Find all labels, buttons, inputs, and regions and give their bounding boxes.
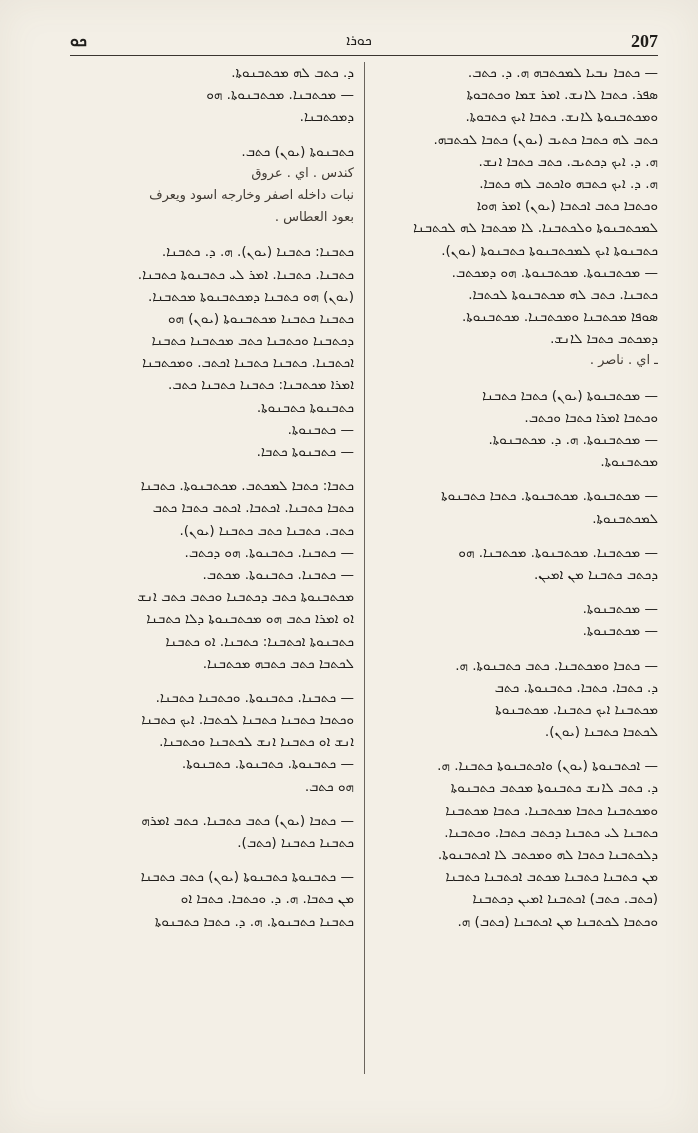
entry-line: ܣܦܪ. ܟܬܒܐ ܠܐܢܫ. ܐܡܪ ܫܡܐ ܘܟܬܒܘܬܐ [466,87,658,104]
entry-line: ܡܟܬܒܢܐ ܐܝܟ ܟܬܒܢܐ. ܡܟܬܒܢܘܬܐ [495,701,658,718]
entry-line: ܐܢܫ ܐܘ ܟܬܒܢܐ ܐܢܫ ܠܟܬܒܢܐ ܘܟܬܒܢܐ. [159,734,354,751]
entry-line: ܟܬܒܢܘܬܐ ܐܝܟ ܠܡܟܬܒܢܘܬܐ ܟܬܒܢܘܬܐ (ܝܘܢ). [441,242,658,259]
entry-line: ܟܬܒܢܘܬܐ (ܝܘܢ) ܟܬܒ. [241,143,354,160]
entry-line: (ܟܬܒ. ܟܬܒ) ܐܟܬܒܢܐ ܐܡܝܢ ܕܟܬܒܢܐ [472,891,658,908]
entry-line: ܐܘ ܐܡܪܐ ܟܬܒ ܗܘ ܡܟܬܒܢܘܬܐ ܕܠܐ ܟܬܒܢܐ [146,611,354,628]
dictionary-entry [68,810,354,854]
entry-line: ܟܬܒܢܐ. ܟܬܒ ܠܗ ܡܟܬܒܢܘܬܐ ܠܟܬܒܐ. [468,286,658,303]
entry-line: — ܟܬܒܢܐ. ܟܬܒܢܘܬܐ. ܗܘ ܕܟܬܒ. [184,544,354,561]
entry-line: ܕ. ܟܬܒ ܠܐܢܫ ܟܬܒܢܘܬܐ ܡܟܬܒ ܟܬܒܢܘܬܐ [450,780,658,797]
entry-line: ܘܡܟܬܒܢܘܬܐ ܠܐܢܫ. ܟܬܒܐ ܐܝܟ ܟܬܒܘܬܐ. [465,109,658,126]
dictionary-entry [68,687,354,798]
dictionary-entry [68,866,354,933]
section-letter: ܟܘ [70,31,87,50]
arabic-gloss-line: نبات داخله اصفر وخارجه اسود ويعرف [149,187,354,203]
entry-line: — ܡܟܬܒܢܘܬܐ. ܗ. ܕ. ܡܟܬܒܢܘܬܐ. [488,432,658,448]
dictionary-entry [376,62,658,373]
entry-line: ܟܬܒܐ: ܟܬܒܐ ܠܡܟܬܒ. ܡܟܬܒܢܘܬܐ. ܟܬܒܢܐ [140,478,354,495]
header-rule [70,55,658,56]
entry-line: ܡܢ ܟܬܒܢܐ ܟܬܒܢܐ ܡܟܬܒ ܐܟܬܒܢܐ ܟܬܒܢܐ [445,869,658,886]
entry-line: ܗ. ܕ. ܐܝܟ ܕܟܬܝܒ. ܟܬܒ ܟܬܒܐ ܐܢܫ. [478,153,658,170]
dictionary-entry [376,598,658,642]
entry-line: ܘܟܬܒܐ ܐܡܪܐ ܟܬܒܐ ܘܟܬܒ. [524,409,658,426]
entry-line: — ܟܬܒܢܘܬܐ. ܟܬܒܢܘܬܐ. ܟܬܒܢܘܬܐ. [181,756,354,773]
entry-line: ܕܡܟܬܒ ܟܬܒܐ ܠܐܢܫ. [550,331,658,348]
entry-line: — ܡܟܬܒܢܐ. ܡܟܬܒܢܘܬܐ. ܡܟܬܒܢܐ. ܗܘ [458,544,658,561]
entry-line: — ܡܟܬܒܢܘܬܐ. ܡܟܬܒܢܘܬܐ. ܟܬܒܐ ܟܬܒܢܘܬܐ [441,488,658,505]
dictionary-entry [68,141,354,230]
entry-line: ܟܬܒܢܘܬܐ ܟܬܒܢܘܬܐ. [256,399,354,416]
entry-line: ܟܬܒܢܐ. ܟܬܒܢܐ. ܐܡܪ ܠܝ ܟܬܒܢܘܬܐ ܟܬܒܢܐ. [137,266,354,283]
entry-line: ܡܟܬܒܢܘܬܐ. [600,454,658,471]
entry-line: ܡܟܬܒܢܘܬܐ ܟܬܒ ܕܟܬܒܢܐ ܘܟܬܒ ܟܬܒ ܐܢܫ [137,589,354,606]
entry-line: ܟܬܒܢܐ ܠܝ ܟܬܒܢܐ ܕܟܬܒ ܟܬܒܐ. ܘܟܬܒܢܐ. [444,824,658,841]
entry-line: ܘܟܬܒܐ ܟܬܒ ܐܟܬܒܐ (ܝܘܢ) ܐܡܪ ܗܘܐ [476,198,658,215]
page-header [70,30,658,52]
left-column [68,62,354,1074]
entry-line: — ܡܟܬܒܢܘܬܐ. ܡܟܬܒܢܘܬܐ. ܗܘ ܕܡܟܬܒ. [451,264,658,281]
entry-line: ܕܟܬܒ ܟܬܒܢܐ ܡܢ ܐܡܝܢ. [533,566,658,583]
entry-line: ܠܡܟܬܒܢܘܬܐ ܘܠܟܬܒܢܐ. ܠܐ ܡܟܬܒܐ ܠܗ ܠܟܬܒܢܐ [413,220,658,237]
entry-line: — ܡܟܬܒܢܐ. ܡܟܬܒܢܘܬܐ. ܗܘ [206,87,354,104]
entry-line: ܐܡܪܐ ܡܟܬܒܢܐ: ܟܬܒܢܐ ܟܬܒܢܐ ܟܬܒ. [168,377,354,394]
dictionary-entry [376,385,658,474]
entry-line: — ܟܬܒܢܐ. ܟܬܒܢܘܬܐ. ܘܟܬܒܢܐ ܟܬܒܢܐ. [155,689,354,706]
entry-line: ܟܬܒܢܐ: ܟܬܒܢܐ (ܝܘܢ). ܗ. ܕ. ܟܬܒܢܐ. [161,244,354,261]
entry-line: — ܟܬܒܐ ܢܒܝܐ ܠܡܟܬܒܗ ܗ. ܕ. ܟܬܒ. [467,65,658,81]
entry-line: — ܟܬܒܢܘܬܐ. [287,421,354,438]
arabic-gloss-line: كندس . اي . عروق [251,165,354,181]
entry-line: ܠܟܬܒܐ ܟܬܒ ܟܬܒܗ ܡܟܬܒܢܐ. [202,655,354,672]
entry-line: ܟܬܒ. ܟܬܒܢܐ ܟܬܒ ܟܬܒܢܐ (ܝܘܢ). [179,522,354,539]
entry-line: — ܟܬܒܢܘܬܐ ܟܬܒܐ. [256,444,354,460]
entry-line: ܟܬܒܢܐ ܟܬܒܢܐ (ܟܬܒ). [237,835,354,851]
entry-line: — ܟܬܒܢܐ. ܟܬܒܢܘܬܐ. ܡܟܬܒ. [202,566,354,583]
dictionary-entry [376,655,658,744]
entry-line: ܠܟܬܒܐ ܟܬܒܢܐ (ܝܘܢ). [544,724,658,741]
entry-line: ܘܟܬܒܐ ܠܟܬܒܢܐ ܡܢ ܐܟܬܒܢܐ (ܟܬܒ) ܗ. [457,913,658,930]
entry-line: — ܡܟܬܒܢܘܬܐ. [582,623,658,640]
entry-line: ܕܡܟܬܒܢܐ. [299,109,354,126]
running-head: ܟܘܪܐ [346,33,372,49]
arabic-gloss-line: بعود العطاس . [274,210,354,226]
entry-line: ܡܢ ܟܬܒܐ. ܗ. ܕ. ܘܟܬܒܐ. ܟܬܒܐ ܐܘ [180,891,354,908]
entry-line: ܘܟܬܒܐ ܟܬܒܢܐ ܟܬܒܢܐ ܠܟܬܒܐ. ܐܝܟ ܟܬܒܢܐ [141,712,354,729]
entry-line: ܟܬܒ ܠܗ ܟܬܒܐ ܟܬܝܒ (ܝܘܢ) ܟܬܒܐ ܠܟܬܒܗ. [433,131,658,148]
entry-line: ܐܟܬܒܢܐ. ܟܬܒܢܐ ܟܬܒܢܐ ܐܟܬܒ. ܘܡܟܬܒܢܐ [142,355,354,372]
entry-line: ܟܬܒܐ ܟܬܒܢܐ. ܐܟܬܒܐ. ܐܟܬܒ ܟܬܒܐ ܟܬܒ [152,500,354,517]
page-number: 207 [630,30,658,51]
entry-line: ܠܡܟܬܒܢܘܬܐ. [592,510,658,527]
entry-line: ܟܬܒܢܐ ܟܬܒܢܐ ܡܟܬܒܢܘܬܐ (ܝܘܢ) ܗܘ [168,310,354,327]
entry-line: ܕ. ܟܬܒܐ. ܟܬܒܐ. ܟܬܒܢܘܬܐ. ܟܬܒ [494,679,658,696]
entry-line: — ܡܟܬܒܢܘܬܐ (ܝܘܢ) ܟܬܒܐ ܟܬܒܢܐ [482,387,658,404]
dictionary-entry [376,485,658,529]
entry-line: (ܝܘܢ) ܗܘ ܟܬܒܢܐ ܕܡܟܬܒܢܘܬܐ ܡܟܬܒܢܐ. [148,288,354,305]
column-divider [364,62,365,1074]
entry-line: ܕܟܬܒܢܐ ܘܟܬܒܢܐ ܟܬܒ ܡܟܬܒܢܐ ܟܬܒܢܐ [151,333,354,350]
entry-line: — ܡܟܬܒܢܘܬܐ. [582,601,658,618]
entry-line: ܟܬܒܢܘܬܐ ܐܟܬܒܢܐ: ܟܬܒܢܐ. ܐܘ ܟܬܒܢܐ [165,633,354,650]
entry-line: — ܟܬܒܢܘܬܐ ܟܬܒܢܘܬܐ (ܝܘܢ) ܟܬܒ ܟܬܒܢܐ [140,869,354,886]
entry-line: ܣܘܦܐ ܡܟܬܒܢܐ ܘܡܟܬܒܢܐ. ܡܟܬܒܢܘܬܐ. [461,309,658,326]
entry-line: — ܟܬܒܐ (ܝܘܢ) ܟܬܒ ܟܬܒܢܐ. ܟܬܒ ܐܡܪܗ [141,812,354,829]
entry-line: ܕܠܟܬܒܢܐ ܟܬܒܐ ܠܗ ܘܡܟܬܒ ܠܐ ܐܟܬܒܢܘܬܐ. [437,847,658,863]
entry-line: ܕ. ܟܬܒ ܠܗ ܡܟܬܒܢܘܬܐ. [231,65,354,81]
dictionary-entry [376,755,658,933]
dictionary-entry [68,241,354,463]
entry-line: ܟܬܒܢܐ ܟܬܒܢܘܬܐ. ܗ. ܕ. ܟܬܒܐ ܟܬܒܢܘܬܐ [154,913,354,930]
entry-line: — ܟܬܒܐ ܘܡܟܬܒܢܐ. ܟܬܒ ܟܬܒܢܘܬܐ. ܗ. [455,657,658,674]
right-column [376,62,658,1074]
entry-line: ܗ. ܕ. ܐܝܟ ܟܬܒܗ ܘܐܟܬܒ ܠܗ ܟܬܒܐ. [479,175,658,192]
arabic-gloss-line: ـ اي . ناصر . [589,353,658,369]
dictionary-entry [68,62,354,129]
dictionary-entry [68,475,354,675]
dictionary-entry [376,542,658,586]
entry-line: ܗܘ ܟܬܒ. [304,778,354,795]
entry-line: — ܐܟܬܒܢܘܬܐ (ܝܘܢ) ܘܐܟܬܒܢܘܬܐ ܟܬܒܢܐ. ܗ. [437,758,658,775]
entry-line: ܘܡܟܬܒܢܐ ܟܬܒܐ ܡܟܬܒܢܐ. ܟܬܒܐ ܡܟܬܒܢܐ [445,802,658,819]
